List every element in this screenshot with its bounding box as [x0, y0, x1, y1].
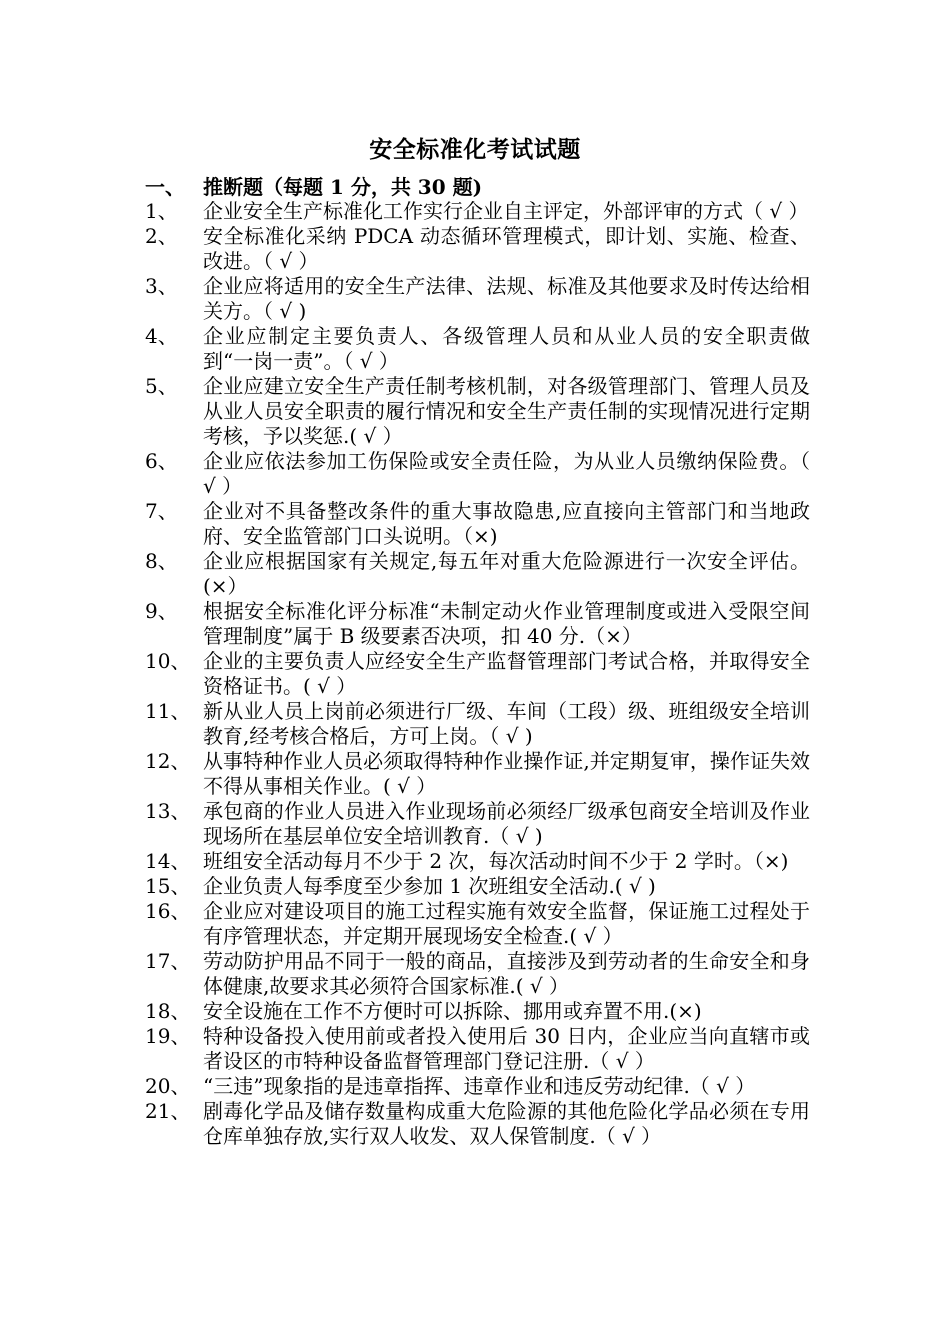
- question-item: [145, 1024, 810, 1074]
- question-number: 5、: [145, 374, 178, 398]
- question-number: 21、: [145, 1099, 191, 1123]
- question-number: 11、: [145, 699, 191, 723]
- question-item: [145, 224, 810, 274]
- question-text: 企业应对建设项目的施工过程实施有效安全监督，保证施工过程处于有序管理状态，并定期开展现场安全检查.( √ ）: [203, 899, 810, 948]
- question-number: 6、: [145, 449, 178, 473]
- question-number: 1、: [145, 199, 178, 223]
- section-number: 一、: [145, 175, 185, 199]
- question-text: 承包商的作业人员进入作业现场前必须经厂级承包商安全培训及作业现场所在基层单位安全培训教育.（ √ ): [203, 799, 810, 848]
- question-number: 20、: [145, 1074, 191, 1098]
- question-item: [145, 324, 810, 374]
- question-text: 企业应将适用的安全生产法律、法规、标准及其他要求及时传达给相关方。（ √ ): [203, 274, 810, 323]
- question-number: 12、: [145, 749, 191, 773]
- question-text: 企业负责人每季度至少参加 1 次班组安全活动.( √ ): [203, 874, 656, 898]
- question-text: 安全设施在工作不方便时可以拆除、挪用或弃置不用.(×): [203, 999, 702, 1023]
- question-text: 企业应根据国家有关规定,每五年对重大危险源进行一次安全评估。(×）: [203, 549, 810, 598]
- question-text: 企业安全生产标准化工作实行企业自主评定，外部评审的方式（ √ ）: [203, 199, 809, 223]
- question-number: 17、: [145, 949, 191, 973]
- question-item: [145, 1074, 810, 1099]
- question-item: [145, 999, 810, 1024]
- question-number: 2、: [145, 224, 178, 248]
- question-text: “三违”现象指的是违章指挥、违章作业和违反劳动纪律.（ √ ）: [203, 1074, 756, 1098]
- question-number: 9、: [145, 599, 178, 623]
- question-item: [145, 749, 810, 799]
- question-text: 剧毒化学品及储存数量构成重大危险源的其他危险化学品必须在专用仓库单独存放,实行双人收发、双人保管制度.（ √ ）: [203, 1099, 810, 1148]
- question-text: 企业的主要负责人应经安全生产监督管理部门考试合格，并取得安全资格证书。( √ ）: [203, 649, 810, 698]
- question-text: 企业应制定主要负责人、各级管理人员和从业人员的安全职责做到“一岗一责”。（ √ ）: [203, 324, 810, 373]
- question-item: [145, 274, 810, 324]
- question-item: [145, 1099, 810, 1149]
- question-number: 7、: [145, 499, 178, 523]
- question-text: 特种设备投入使用前或者投入使用后 30 日内，企业应当向直辖市或者设区的市特种设备监督管理部门登记注册.（ √ ）: [203, 1024, 810, 1073]
- question-item: [145, 849, 810, 874]
- question-item: [145, 449, 810, 499]
- question-item: [145, 874, 810, 899]
- question-text: 根据安全标准化评分标准“未制定动火作业管理制度或进入受限空间管理制度”属于 B 级要素否决项，扣 40 分.（×）: [203, 599, 810, 648]
- question-number: 16、: [145, 899, 191, 923]
- question-text: 安全标准化采纳 PDCA 动态循环管理模式，即计划、实施、检查、改进。（ √ ）: [203, 224, 810, 273]
- question-item: [145, 899, 810, 949]
- question-number: 3、: [145, 274, 178, 298]
- question-number: 14、: [145, 849, 191, 873]
- question-text: 企业应建立安全生产责任制考核机制，对各级管理部门、管理人员及从业人员安全职责的履行情况和安全生产责任制的实现情况进行定期考核，予以奖惩.( √ ）: [203, 374, 810, 448]
- question-text: 新从业人员上岗前必须进行厂级、车间（工段）级、班组级安全培训教育,经考核合格后，方可上岗。（ √ ): [203, 699, 810, 748]
- question-item: [145, 499, 810, 549]
- question-item: [145, 949, 810, 999]
- question-text: 从事特种作业人员必须取得特种作业操作证,并定期复审，操作证失效不得从事相关作业。( √ ）: [203, 749, 810, 798]
- question-text: 班组安全活动每月不少于 2 次，每次活动时间不少于 2 学时。（×): [203, 849, 789, 873]
- question-number: 13、: [145, 799, 191, 823]
- question-item: [145, 699, 810, 749]
- question-number: 15、: [145, 874, 191, 898]
- question-item: [145, 199, 810, 224]
- question-item: [145, 799, 810, 849]
- question-text: 劳动防护用品不同于一般的商品，直接涉及到劳动者的生命安全和身体健康,故要求其必须符合国家标准.( √ ）: [203, 949, 810, 998]
- question-number: 8、: [145, 549, 178, 573]
- question-number: 4、: [145, 324, 178, 348]
- question-number: 10、: [145, 649, 191, 673]
- question-text: 企业对不具备整改条件的重大事故隐患,应直接向主管部门和当地政府、安全监管部门口头说明。（×): [203, 499, 810, 548]
- question-item: [145, 549, 810, 599]
- question-text: 企业应依法参加工伤保险或安全责任险，为从业人员缴纳保险费。（ √ ）: [203, 449, 810, 498]
- document-title: 安全标准化考试试题: [369, 136, 581, 163]
- question-item: [145, 599, 810, 649]
- question-list: [145, 199, 810, 1149]
- section-title: 推断题（每题 1 分，共 30 题): [203, 175, 483, 199]
- question-item: [145, 374, 810, 449]
- question-item: [145, 649, 810, 699]
- question-number: 18、: [145, 999, 191, 1023]
- question-number: 19、: [145, 1024, 191, 1048]
